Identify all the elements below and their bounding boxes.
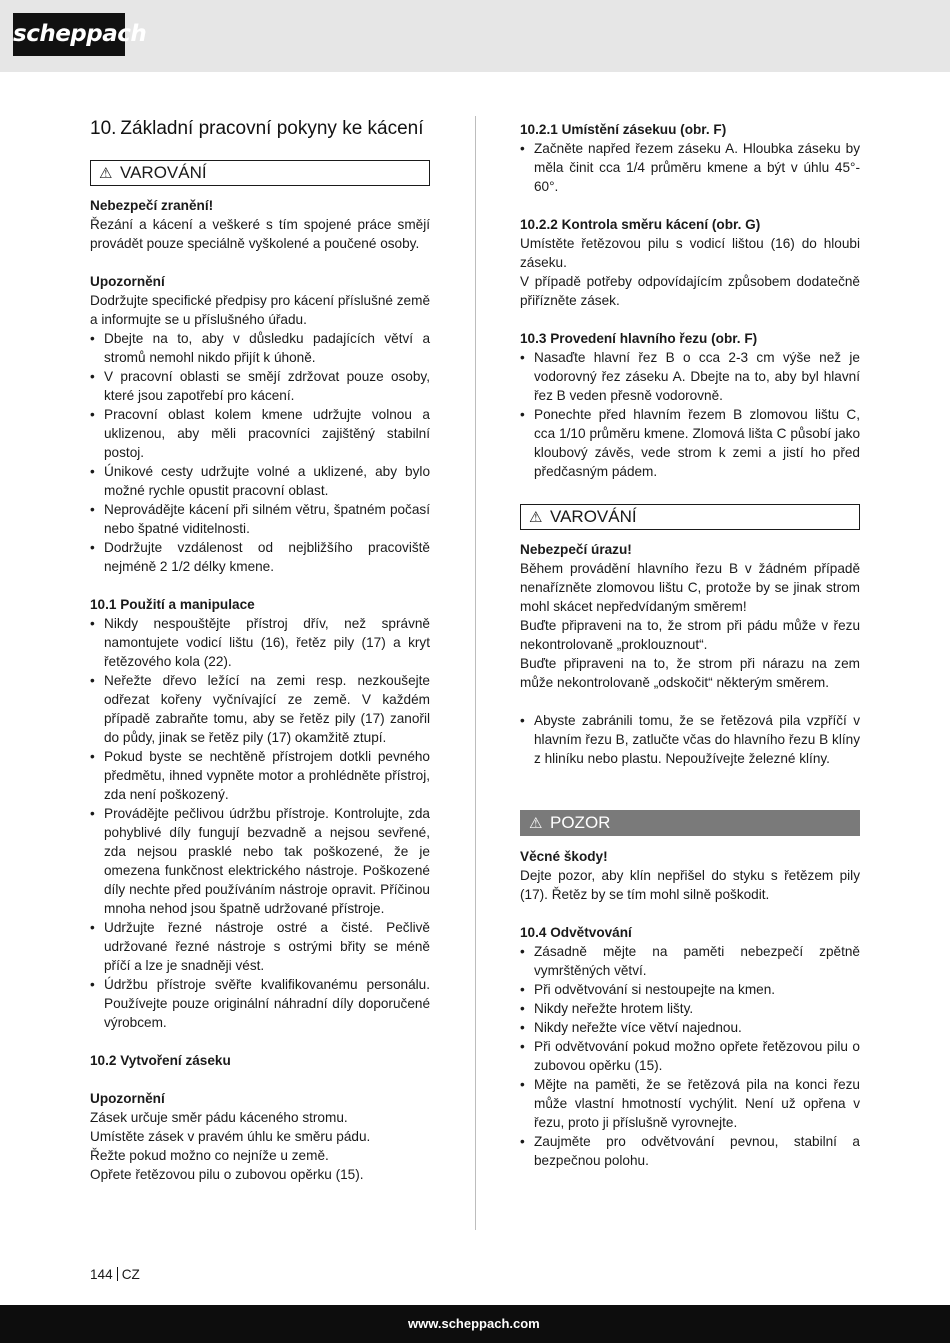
list-item: • V pracovní oblasti se smějí zdržovat pouze osoby, které jsou zapotřebí pro kácení.	[90, 367, 430, 405]
list-item: • Abyste zabránili tomu, že se řetězová pila vzpříčí v hlavním řezu B, zatlučte včas do hlavního řezu B klíny z hliníku nebo plastu. Nepoužívejte železné klíny.	[520, 711, 860, 768]
list-item: • Pracovní oblast kolem kmene udržujte volnou a uklizenou, aby měli pracovníci zajištěný stabilní postoj.	[90, 405, 430, 462]
list-item: • Únikové cesty udržujte volné a uklizené, aby bylo možné rychle opustit pracovní oblast.	[90, 462, 430, 500]
right-column-text-mid	[520, 540, 860, 768]
paragraph: Dejte pozor, aby klín nepřišel do styku s řetězem pily (17). Řetěz by se tím mohl silně poškodit.	[520, 868, 860, 902]
warning-triangle-icon: ⚠	[529, 509, 543, 526]
warning-box	[90, 160, 430, 186]
page-number	[90, 1265, 140, 1284]
subsection-heading: 10.1 Použití a manipulace	[90, 597, 255, 612]
warning-triangle-icon: ⚠	[99, 165, 113, 182]
list-item: • Údržbu přístroje svěřte kvalifikovanému personálu. Používejte pouze originální náhradní díly doporučené výrobcem.	[90, 975, 430, 1032]
paragraph-heading: Nebezpečí úrazu!	[520, 542, 632, 557]
text-line: Umístěte zásek v pravém úhlu ke směru pádu.	[90, 1129, 371, 1144]
list-item: • Při odvětvování pokud možno opřete řetězovou pilu o zubovou opěrku (15).	[520, 1037, 860, 1075]
left-column-text	[90, 196, 430, 1184]
list-item: • Mějte na paměti, že se řetězová pila na konci řezu může vlastní hmotností vychýlit. Není už opřena v řezu, proto ji příslušně vyrovnejte.	[520, 1075, 860, 1132]
paragraph: V případě potřeby odpovídajícím způsobem dodatečně přiřízněte zásek.	[520, 274, 860, 308]
text-line: Zásek určuje směr pádu káceného stromu.	[90, 1110, 348, 1125]
list-item: • Neřežte dřevo ležící na zemi resp. nezkoušejte odřezat kořeny vyčnívající ze země. V každém případě zabraňte tomu, aby se řetěz pily (17) zanořil do půdy, jinak se řetěz pily (17) okamžitě ztupí.	[90, 671, 430, 747]
warning-label: VAROVÁNÍ	[550, 507, 637, 526]
text-line: Řežte pokud možno co nejníže u země.	[90, 1148, 329, 1163]
right-column-text-bottom	[520, 847, 860, 1170]
subsection-heading: 10.2 Vytvoření záseku	[90, 1053, 231, 1068]
website-link[interactable]: www.scheppach.com	[408, 1316, 540, 1331]
page-number-value: 144	[90, 1267, 113, 1282]
list-item: • Ponechte před hlavním řezem B zlomovou lištu C, cca 1/10 průměru kmene. Zlomová lišta C působí jako kloubový závěs, vede strom k zemi a jistí ho před předčasným pádem.	[520, 405, 860, 481]
language-code: CZ	[121, 1267, 140, 1282]
list-item: • Udržujte řezné nástroje ostré a čisté. Pečlivě udržované řezné nástroje s ostrými břity se méně příčí a lze je snadněji vést.	[90, 918, 430, 975]
paragraph-heading: Věcné škody!	[520, 849, 608, 864]
warning-label: VAROVÁNÍ	[120, 163, 207, 182]
paragraph: Během provádění hlavního řezu B v žádném případě nenařízněte zlomovou lištu C, protože by se jinak strom mohl skácet nepředvídaným směrem!	[520, 561, 860, 614]
paragraph: Řezání a kácení a veškeré s tím spojené práce smějí provádět pouze speciálně vyškolené a poučené osoby.	[90, 217, 430, 251]
page-title	[90, 117, 424, 141]
list-item: • Zásadně mějte na paměti nebezpečí zpětně vymrštěných větví.	[520, 942, 860, 980]
paragraph-heading: Nebezpečí zranění!	[90, 198, 214, 213]
list-item: • Nikdy neřežte více větví najednou.	[520, 1018, 860, 1037]
section-number: 10.	[90, 118, 117, 139]
subsection-heading: 10.2.2 Kontrola směru kácení (obr. G)	[520, 217, 761, 232]
warning-box	[520, 504, 860, 530]
text-line: Opřete řetězovou pilu o zubovou opěrku (15).	[90, 1167, 364, 1182]
list-item: • Neprovádějte kácení při silném větru, špatném počasí nebo špatné viditelnosti.	[90, 500, 430, 538]
column-divider	[475, 116, 476, 1230]
list-item: • Začněte napřed řezem záseku A. Hloubka záseku by měla činit cca 1/4 průměru kmene a být v úhlu 45°- 60°.	[520, 139, 860, 196]
list-item: • Provádějte pečlivou údržbu přístroje. Kontrolujte, zda pohyblivé díly fungují bezvadně a nejsou sevřené, zda nejsou prasklé nebo tak poškozené, že je omezena funkčnost elektrického nástroje. Poškozené díly nechte před používáním nástroje opravit. Příčinou mnoha nehod jsou špatně udržované přístroje.	[90, 804, 430, 918]
right-column-text-top	[520, 120, 860, 481]
list-item: • Dbejte na to, aby v důsledku padajících větví a stromů nemohl nikdo přijít k úhoně.	[90, 329, 430, 367]
list-item: • Dodržujte vzdálenost od nejbližšího pracoviště nejméně 2 1/2 délky kmene.	[90, 538, 430, 576]
header-bar	[0, 0, 950, 72]
footer-bar	[0, 1305, 950, 1343]
paragraph: Buďte připraveni na to, že strom při pádu může v řezu nekontrolovaně „proklouznout“.	[520, 618, 860, 652]
paragraph-heading: Upozornění	[90, 274, 165, 289]
paragraph: Dodržujte specifické předpisy pro kácení příslušné země a informujte se u příslušného úřadu.	[90, 293, 431, 327]
list-item: • Nikdy neřežte hrotem lišty.	[520, 999, 860, 1018]
caution-label: POZOR	[550, 813, 611, 832]
caution-box	[520, 810, 860, 836]
paragraph: Umístěte řetězovou pilu s vodicí lištou (16) do hloubi záseku.	[520, 236, 860, 270]
paragraph-heading: Upozornění	[90, 1091, 165, 1106]
separator	[117, 1267, 118, 1281]
subsection-heading: 10.3 Provedení hlavního řezu (obr. F)	[520, 331, 758, 346]
list-item: • Zaujměte pro odvětvování pevnou, stabilní a bezpečnou polohu.	[520, 1132, 860, 1170]
subsection-heading: 10.4 Odvětvování	[520, 925, 632, 940]
scheppach-logo: scheppach	[13, 13, 125, 56]
subsection-heading: 10.2.1 Umístění zásekuu (obr. F)	[520, 122, 727, 137]
section-title-text: Základní pracovní pokyny ke kácení	[120, 118, 424, 139]
list-item: • Nasaďte hlavní řez B o cca 2-3 cm výše než je vodorovný řez záseku A. Dbejte na to, aby byl hlavní řez B veden přesně vodorovně.	[520, 348, 860, 405]
warning-triangle-icon: ⚠	[529, 815, 543, 832]
list-item: • Při odvětvování si nestoupejte na kmen.	[520, 980, 860, 999]
paragraph: Buďte připraveni na to, že strom při nárazu na zem může nekontrolovaně „odskočit“ některým směrem.	[520, 656, 860, 690]
list-item: • Pokud byste se nechtěně přístrojem dotkli pevného předmětu, ihned vypněte motor a prohlédněte přístroj, zda není poškozený.	[90, 747, 430, 804]
list-item: • Nikdy nespouštějte přístroj dřív, než správně namontujete vodicí lištu (16), řetěz pily (17) a kryt řetězového kola (22).	[90, 614, 430, 671]
